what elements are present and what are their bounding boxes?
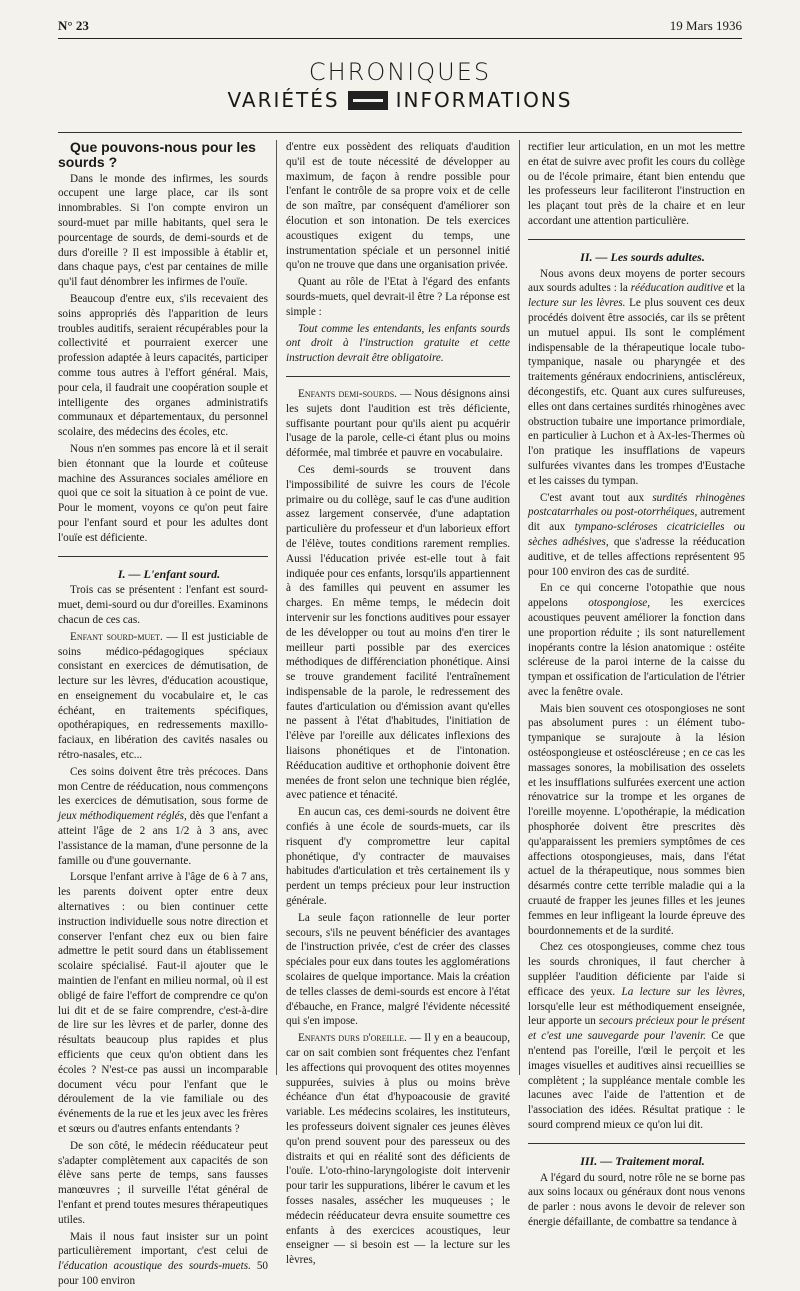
paragraph: Ces demi-sourds se trouvent dans l'impossibilité de suivre les cours de l'école primaire ou du collège, sauf le cas d'une audition assez largement conservée, d'une adaptation particulière du professeur et d'un laborieux effort de l'élève, toutes conditions rarement remplies. Aussi l'éducation privée est-elle tout à fait indiquée pour ces enfants, lorsqu'ils appartiennent à des familles qui peuvent en assumer les charges. En même temps, le médecin doit intervenir sur les fonctions auditives pour essayer de les développer ou tout au moins d'en tirer le meilleur parti possible par des exercices méthodiques de différenciation phonétique. Ainsi se trouve grandement facilité l'entraînement indispensable de la parole, le redressement des fautes d'articulation ou d'émission avant qu'elles ne passent à l'état d'habitudes, l'initiation de l'élève par l'oreille aux délicates inflexions des liaisons phonétiques et de l'intonation. Rééducation auditive et orthophonie doivent être menées de front selon une technique bien réglée, avec patience et ténacité. — [286, 463, 510, 802]
paragraph-text: 50 pour 100 environ — [58, 1260, 268, 1287]
emphasis: lecture sur les lèvres. — [528, 297, 626, 310]
paragraph — [286, 387, 510, 461]
masthead-rule — [58, 132, 742, 133]
emphasis: surdités rhinogènes postcatarrhales ou post-otorrhéiques, — [528, 491, 745, 519]
emphasis: otospongiose, — [588, 597, 651, 610]
column-1 — [58, 140, 268, 1291]
paragraph-text: Le plus souvent ces deux procédés doivent être associés, car ils se prêtent un mutuel appui. Ils sont le complément indispensable de la thérapeutique locale tubo-tympanique, nasale ou pharyngée et des traitements généraux endocriniens, antiscléreux, décongestifs, etc. Quant aux cures sulfureuses, elles ont dans certaines surdités rhinogènes avec obstruction tubaire une importance primordiale, en particulier à Luchon et à Ax-les-Thermes où l'on pratique les insufflations de vapeurs sulfurées vivantes dans les trompes d'Eustache et les caisses du tympan. — [528, 297, 745, 487]
masthead-line2 — [0, 88, 800, 112]
paragraph-text: En ce qui concerne l'otopathie que nous appelons — [528, 582, 745, 610]
emphasis: secours précieux pour le présent et c'est une sauvegarde pour l'avenir. — [528, 1015, 745, 1043]
paragraph — [58, 630, 268, 763]
column-divider — [276, 140, 277, 1075]
emphasis: La lecture sur les lèvres, — [621, 985, 745, 998]
paragraph-text: C'est avant tout aux — [540, 491, 653, 504]
subhead: Enfants demi-sourds. — [298, 387, 397, 400]
paragraph — [528, 581, 745, 699]
section-heading: III. — Traitement moral. — [580, 1153, 705, 1168]
emphasis: l'éducation acoustique des sourds-muets. — [58, 1260, 251, 1273]
paragraph-text: autrement dit aux — [528, 506, 745, 534]
paragraph: Beaucoup d'entre eux, s'ils recevaient des soins appropriés dès l'apparition de leurs troubles auditifs, seraient récupérables pour la collectivité et pourraient exercer une profession adaptée à leurs capacités, participer comme tous autres à l'effort général. Mais, pour cela, il faudrait une coopération souple et intelligente des organes administratifs communaux et départementaux, du personnel scolaire, des médecins des écoles, etc. — [58, 292, 268, 439]
section-rule — [58, 556, 268, 557]
column-3 — [528, 140, 745, 1232]
article-title: Que pouvons-nous pour les sourds ? — [58, 139, 256, 170]
paragraph: De son côté, le médecin rééducateur peut s'adapter complètement aux capacités de son élève sans perte de temps, sans fausses manœuvres ; il surveille l'état général de l'enfant et prend toutes mesures thérapeutiques utiles. — [58, 1139, 268, 1226]
paragraph: En aucun cas, ces demi-sourds ne doivent être confiés à une école de sourds-muets, car ils risquent d'y compromettre leur capital phonétique, d'y contracter de mauvaises habitudes d'articulation et très certainement ils y perdent un temps précieux pour leur instruction générale. — [286, 806, 510, 908]
issue-number: N° 23 — [58, 18, 89, 33]
paragraph-text: — Il y en a beaucoup, car on sait combien sont fréquentes chez l'enfant les affections qui provoquent des otites moyennes suppurées, suivies à plus ou moins brève échéance d'un état d'hypoacousie de gravité variable. Les médecins scolaires, les instituteurs, les professeurs doivent signaler ces jeunes élèves qu'on prend souvent pour des paresseux ou des distraits et qui en réalité sont des déficients de l'ouïe. L'oto-rhino-laryngologiste doit intervenir pour tarir les suppurations, libérer le cavum et les fosses nasales, assécher les muqueuses ; le médecin rééducateur devra ensuite soumettre ces enfants à des exercices acoustiques, leur enseigner — si besoin est — la lecture sur les lèvres, — [286, 1032, 510, 1267]
paragraph-text: dès que l'enfant a atteint l'âge de 2 ans 1/2 à 3 ans, avec l'assistance de la maman, d'une personne de la famille ou d'une gouvernante. — [58, 810, 269, 867]
paragraph-text: et la — [723, 282, 745, 295]
section-rule — [528, 239, 745, 240]
emphasis: tympano-scléroses cicatricielles ou sèches adhésives, — [528, 521, 745, 548]
paragraph: Dans le monde des infirmes, les sourds occupent une large place, car ils sont innombrables. Si l'on compte environ un sourd-muet par mille habitants, quel sera le pourcentage de sourds, de demi-sourds et de durs d'oreille ? Il est impossible à établir et, dans chaque pays, c'est par centaines de mille qu'il faut dénombrer les infirmes de l'ouïe. — [58, 172, 268, 289]
paragraph: Mais bien souvent ces otospongioses ne sont pas absolument pures : un élément tubo-tympanique se surajoute à la lésion ostéospongieuse et ostéoscléreuse ; en ce cas les massages sonores, la mobilisation des osselets et les insufflations sulfurées exercent une action rénovatrice sur la trompe et les organes de l'oreille moyenne. L'opothérapie, la médication phosphorée doivent être prescrites dès qu'apparaissent les premiers symptômes de ces affections otospongieuses, mais, dans l'état actuel de la thérapeutique, nous sommes bien désarmés contre cette terrible maladie qui a la cruauté de frapper les jeunes filles et les jeunes femmes en leur infligeant la lourde épreuve des bourdonnements et de la surdité. — [528, 702, 745, 937]
masthead-line1: CHRONIQUES — [308, 58, 492, 86]
paragraph: rectifier leur articulation, en un mot les mettre en état de suivre avec profit les cours du collège ou de l'école primaire, étant bien entendu que les professeurs leur faciliteront l'instruction en les plaçant tout près de la chaire et en leur accordant une attention particulière. — [528, 141, 745, 227]
paragraph-text: Chez ces otospongieuses, comme chez tous les sourds chroniques, il faut chercher à suppléer l'audition déficiente par l'aide si efficace des yeux. — [528, 941, 745, 998]
section-rule — [528, 1143, 745, 1144]
paragraph: Nous n'en sommes pas encore là et il serait bien étonnant que la lourde et coûteuse machine des Assurances sociales améliore en quoi que ce soit la situation à ce point de vue. Pour le moment, voyons ce qu'on peut faire pour l'enfant sourd et pour les adultes dont l'ouïe est déficiente. — [58, 442, 268, 544]
paragraph — [528, 267, 745, 489]
paragraph-text: lorsqu'elle leur est méthodiquement enseignée, leur apporte un — [528, 1000, 745, 1028]
emphasis: Tout comme les entendants, les enfants sourds ont droit à l'instruction gratuite et cette instruction devrait être obligatoire. — [286, 322, 510, 365]
issue-date: 19 Mars 1936 — [669, 18, 742, 33]
paragraph — [286, 322, 510, 366]
column-divider — [519, 140, 520, 1075]
paragraph-text: les exercices acoustiques peuvent améliorer la fonction dans une proportion réduite ; ils sont naturellement inopérants contre la lésion anatomique : ostéite scléreuse de la paroi interne de la caisse du tympan et ossification de l'articulation de l'étrier avec la fenêtre ovale. — [528, 597, 745, 698]
paragraph-text: — Nous désignons ainsi les sujets dont l'audition est très déficiente, suffisante pourtant pour qu'ils aient pu acquérir l'usage de la parole, celle-ci étant plus ou moins déformée, mal timbrée et pauvre en vocabulaire. — [286, 387, 511, 460]
section-heading: I. — L'enfant sourd. — [117, 566, 221, 581]
paragraph-text: Ce que n'entend pas l'oreille, l'œil le perçoit et les images visuelles et auditives ainsi recueillies se complètent ; la suppléance mentale comble les lacunes avec l'aide de l'attention et de l'association des idées. Résultat pratique : le sourd comprend mieux ce qu'on lui dit. — [528, 1030, 745, 1131]
header-rule — [58, 38, 742, 39]
paragraph-text: Mais il nous faut insister sur un point particulièrement important, c'est celui de — [58, 1230, 268, 1258]
paragraph: Lorsque l'enfant arrive à l'âge de 6 à 7 ans, les parents doivent opter entre deux alternatives : ou bien continuer cette instruction individuelle sous notre direction et conserver l'enfant chez eux ou bien faire admettre le petit sourd dans un établissement scolaire spécialisé. Faut-il ajouter que le maintien de l'enfant en milieu normal, où il est obligé de faire l'effort de comprendre ce qu'on lui dit et de se faire comprendre, c'est-à-dire de lire sur les lèvres et de parler, donne des résultats beaucoup plus rapides et plus efficients que ceux qu'on obtient dans les écoles ? N'est-ce pas aussi un incomparable document vécu pour l'enfant que le déroulement de la vie familiale ou des événements de la rue et les jeux avec les frères et sœurs ou d'autres enfants entendants ? — [58, 871, 268, 1135]
emphasis: rééducation auditive — [630, 282, 724, 295]
running-header — [58, 18, 742, 34]
section-heading: II. — Les sourds adultes. — [580, 249, 705, 264]
section-rule — [286, 376, 510, 377]
paragraph-text: Nous avons deux moyens de porter secours aux sourds adultes : la — [528, 267, 745, 295]
subhead: Enfants durs d'oreille. — [298, 1032, 407, 1045]
ornament-icon — [348, 91, 388, 110]
paragraph-text: Ces soins doivent être très précoces. Dans mon Centre de rééducation, nous commençons les exercices de démutisation, sous forme de — [58, 765, 268, 808]
masthead-varietes: VARIÉTÉS — [227, 88, 340, 112]
paragraph-text: — Il est justiciable de soins médico-pédagogiques spéciaux consistant en exercices de démutisation, de lecture sur les lèvres, d'éducation acoustique, en enseignement du vocabulaire et, le cas échéant, en traitements spécifiques, opothérapiques, en redressements maxillo-faciaux, en libération des cavités nasales ou rétro-nasales, etc... — [58, 630, 268, 762]
paragraph — [528, 940, 745, 1132]
paragraph — [286, 1031, 510, 1268]
paragraph — [58, 1230, 268, 1289]
paragraph-text: que s'adresse la rééducation auditive, et de telles affections représentent 95 pour 100 environ des cas de surdité. — [528, 535, 745, 578]
paragraph: d'entre eux possèdent des reliquats d'audition qu'il est de toute nécessité de développer au maximum, de façon à rendre possible pour l'enfant le contrôle de sa propre voix et de celle de son maître, par conséquent d'améliorer son élocution et son intonation. De tels exercices acoustiques exigent du temps, une instrumentation spéciale et un personnel initié qu'on ne trouve que dans une organisation privée. — [286, 141, 510, 272]
subhead: Enfant sourd-muet. — [70, 630, 163, 643]
emphasis: jeux méthodiquement réglés, — [58, 810, 187, 823]
paragraph — [58, 765, 268, 869]
section-masthead — [0, 58, 800, 112]
column-2 — [286, 140, 510, 1270]
paragraph: La seule façon rationnelle de leur porter secours, s'ils ne peuvent bénéficier des avantages de l'instruction privée, c'est de créer des classes spéciales pour eux dans toutes les agglomérations scolaires de quelque importance. Mais la création de telles classes de demi-sourds est encore à l'état d'ébauche, en France, malgré l'évidente nécessité qui s'en impose. — [286, 911, 510, 1028]
paragraph: Quant au rôle de l'Etat à l'égard des enfants sourds-muets, quel devrait-il être ? La réponse est simple : — [286, 276, 510, 318]
paragraph — [528, 491, 745, 580]
paragraph: Trois cas se présentent : l'enfant est sourd-muet, demi-sourd ou dur d'oreilles. Examinons chacun de ces cas. — [58, 584, 268, 626]
paragraph: A l'égard du sourd, notre rôle ne se borne pas aux soins locaux ou généraux dont nous venons de parler : nous avons le devoir de relever son énergie défaillante, de combattre sa tendance à — [528, 1171, 745, 1228]
masthead-informations: INFORMATIONS — [395, 88, 573, 112]
